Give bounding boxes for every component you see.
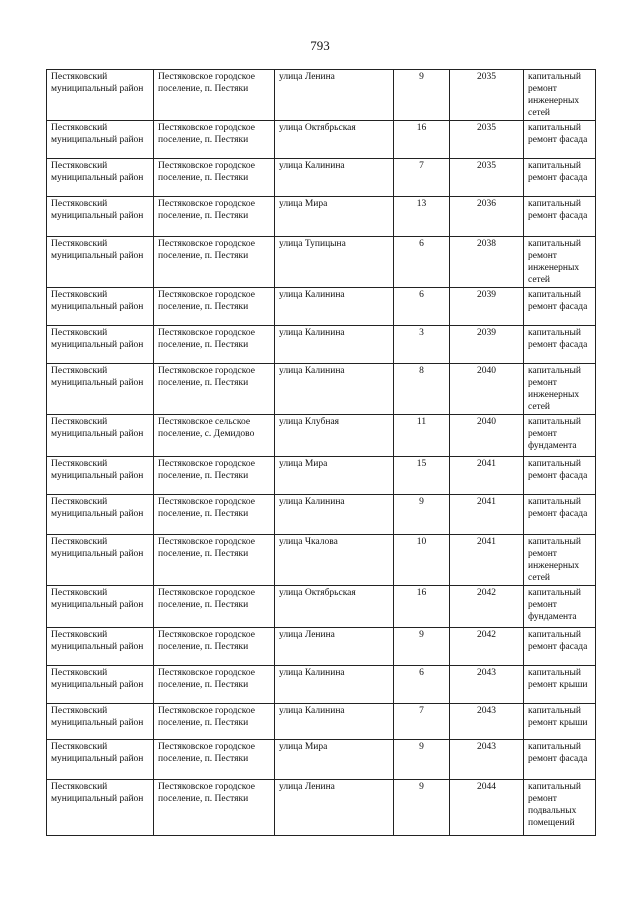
- year-cell: 2041: [450, 495, 524, 535]
- district-cell: Пестяковский муниципальный район: [47, 780, 154, 836]
- year-cell: 2044: [450, 780, 524, 836]
- house-number-cell: 6: [394, 237, 450, 288]
- work-type-cell: капитальный ремонт фасада: [524, 457, 596, 495]
- street-cell: улица Калинина: [275, 159, 394, 197]
- year-cell: 2035: [450, 70, 524, 121]
- table-row: [47, 535, 596, 586]
- work-type-cell: капитальный ремонт фасада: [524, 740, 596, 780]
- table-row: [47, 666, 596, 704]
- work-type-cell: капитальный ремонт крыши: [524, 704, 596, 740]
- street-cell: улица Калинина: [275, 495, 394, 535]
- house-number-cell: 7: [394, 159, 450, 197]
- house-number-cell: 13: [394, 197, 450, 237]
- street-cell: улица Калинина: [275, 704, 394, 740]
- settlement-cell: Пестяковское городское поселение, п. Пестяки: [154, 70, 275, 121]
- table-row: [47, 704, 596, 740]
- street-cell: улица Клубная: [275, 415, 394, 457]
- table-row: [47, 70, 596, 121]
- work-type-cell: капитальный ремонт фундамента: [524, 415, 596, 457]
- street-cell: улица Ленина: [275, 780, 394, 836]
- district-cell: Пестяковский муниципальный район: [47, 70, 154, 121]
- work-type-cell: капитальный ремонт фасада: [524, 121, 596, 159]
- work-type-cell: капитальный ремонт подвальных помещений: [524, 780, 596, 836]
- settlement-cell: Пестяковское городское поселение, п. Пестяки: [154, 535, 275, 586]
- year-cell: 2042: [450, 586, 524, 628]
- street-cell: улица Калинина: [275, 326, 394, 364]
- street-cell: улица Октябрьская: [275, 121, 394, 159]
- work-type-cell: капитальный ремонт инженерных сетей: [524, 237, 596, 288]
- work-type-cell: капитальный ремонт фундамента: [524, 586, 596, 628]
- house-number-cell: 16: [394, 121, 450, 159]
- year-cell: 2036: [450, 197, 524, 237]
- table-row: [47, 326, 596, 364]
- house-number-cell: 9: [394, 70, 450, 121]
- street-cell: улица Мира: [275, 457, 394, 495]
- year-cell: 2039: [450, 326, 524, 364]
- district-cell: Пестяковский муниципальный район: [47, 704, 154, 740]
- street-cell: улица Октябрьская: [275, 586, 394, 628]
- year-cell: 2043: [450, 740, 524, 780]
- district-cell: Пестяковский муниципальный район: [47, 628, 154, 666]
- house-number-cell: 10: [394, 535, 450, 586]
- year-cell: 2043: [450, 704, 524, 740]
- table-row: [47, 495, 596, 535]
- house-number-cell: 7: [394, 704, 450, 740]
- year-cell: 2035: [450, 159, 524, 197]
- table-row: [47, 159, 596, 197]
- house-number-cell: 16: [394, 586, 450, 628]
- year-cell: 2043: [450, 666, 524, 704]
- settlement-cell: Пестяковское городское поселение, п. Пестяки: [154, 586, 275, 628]
- repair-schedule-table: [46, 69, 596, 836]
- work-type-cell: капитальный ремонт фасада: [524, 495, 596, 535]
- work-type-cell: капитальный ремонт фасада: [524, 288, 596, 326]
- street-cell: улица Калинина: [275, 288, 394, 326]
- table-row: [47, 415, 596, 457]
- settlement-cell: Пестяковское городское поселение, п. Пестяки: [154, 740, 275, 780]
- table-row: [47, 121, 596, 159]
- work-type-cell: капитальный ремонт фасада: [524, 628, 596, 666]
- table-row: [47, 288, 596, 326]
- settlement-cell: Пестяковское городское поселение, п. Пестяки: [154, 121, 275, 159]
- work-type-cell: капитальный ремонт инженерных сетей: [524, 70, 596, 121]
- year-cell: 2041: [450, 535, 524, 586]
- table-row: [47, 364, 596, 415]
- district-cell: Пестяковский муниципальный район: [47, 364, 154, 415]
- street-cell: улица Тупицына: [275, 237, 394, 288]
- settlement-cell: Пестяковское городское поселение, п. Пестяки: [154, 495, 275, 535]
- table-row: [47, 628, 596, 666]
- settlement-cell: Пестяковское городское поселение, п. Пестяки: [154, 237, 275, 288]
- settlement-cell: Пестяковское городское поселение, п. Пестяки: [154, 666, 275, 704]
- house-number-cell: 9: [394, 740, 450, 780]
- settlement-cell: Пестяковское городское поселение, п. Пестяки: [154, 326, 275, 364]
- street-cell: улица Ленина: [275, 628, 394, 666]
- year-cell: 2038: [450, 237, 524, 288]
- settlement-cell: Пестяковское городское поселение, п. Пестяки: [154, 628, 275, 666]
- work-type-cell: капитальный ремонт крыши: [524, 666, 596, 704]
- table-row: [47, 740, 596, 780]
- work-type-cell: капитальный ремонт инженерных сетей: [524, 364, 596, 415]
- district-cell: Пестяковский муниципальный район: [47, 586, 154, 628]
- table-row: [47, 780, 596, 836]
- house-number-cell: 3: [394, 326, 450, 364]
- table-row: [47, 586, 596, 628]
- district-cell: Пестяковский муниципальный район: [47, 495, 154, 535]
- year-cell: 2040: [450, 364, 524, 415]
- house-number-cell: 15: [394, 457, 450, 495]
- settlement-cell: Пестяковское городское поселение, п. Пестяки: [154, 197, 275, 237]
- house-number-cell: 8: [394, 364, 450, 415]
- settlement-cell: Пестяковское городское поселение, п. Пестяки: [154, 780, 275, 836]
- district-cell: Пестяковский муниципальный район: [47, 159, 154, 197]
- settlement-cell: Пестяковское сельское поселение, с. Демидово: [154, 415, 275, 457]
- street-cell: улица Калинина: [275, 364, 394, 415]
- settlement-cell: Пестяковское городское поселение, п. Пестяки: [154, 704, 275, 740]
- year-cell: 2035: [450, 121, 524, 159]
- district-cell: Пестяковский муниципальный район: [47, 535, 154, 586]
- settlement-cell: Пестяковское городское поселение, п. Пестяки: [154, 159, 275, 197]
- district-cell: Пестяковский муниципальный район: [47, 415, 154, 457]
- street-cell: улица Мира: [275, 197, 394, 237]
- page-number: 793: [310, 38, 330, 53]
- street-cell: улица Чкалова: [275, 535, 394, 586]
- work-type-cell: капитальный ремонт фасада: [524, 159, 596, 197]
- district-cell: Пестяковский муниципальный район: [47, 326, 154, 364]
- year-cell: 2040: [450, 415, 524, 457]
- table-row: [47, 197, 596, 237]
- work-type-cell: капитальный ремонт фасада: [524, 326, 596, 364]
- work-type-cell: капитальный ремонт фасада: [524, 197, 596, 237]
- work-type-cell: капитальный ремонт инженерных сетей: [524, 535, 596, 586]
- year-cell: 2039: [450, 288, 524, 326]
- street-cell: улица Калинина: [275, 666, 394, 704]
- year-cell: 2042: [450, 628, 524, 666]
- table-row: [47, 457, 596, 495]
- district-cell: Пестяковский муниципальный район: [47, 237, 154, 288]
- district-cell: Пестяковский муниципальный район: [47, 666, 154, 704]
- house-number-cell: 6: [394, 666, 450, 704]
- district-cell: Пестяковский муниципальный район: [47, 121, 154, 159]
- house-number-cell: 11: [394, 415, 450, 457]
- district-cell: Пестяковский муниципальный район: [47, 197, 154, 237]
- street-cell: улица Мира: [275, 740, 394, 780]
- house-number-cell: 9: [394, 495, 450, 535]
- settlement-cell: Пестяковское городское поселение, п. Пестяки: [154, 364, 275, 415]
- table-row: [47, 237, 596, 288]
- district-cell: Пестяковский муниципальный район: [47, 288, 154, 326]
- settlement-cell: Пестяковское городское поселение, п. Пестяки: [154, 457, 275, 495]
- year-cell: 2041: [450, 457, 524, 495]
- house-number-cell: 9: [394, 780, 450, 836]
- house-number-cell: 9: [394, 628, 450, 666]
- house-number-cell: 6: [394, 288, 450, 326]
- district-cell: Пестяковский муниципальный район: [47, 740, 154, 780]
- settlement-cell: Пестяковское городское поселение, п. Пестяки: [154, 288, 275, 326]
- street-cell: улица Ленина: [275, 70, 394, 121]
- district-cell: Пестяковский муниципальный район: [47, 457, 154, 495]
